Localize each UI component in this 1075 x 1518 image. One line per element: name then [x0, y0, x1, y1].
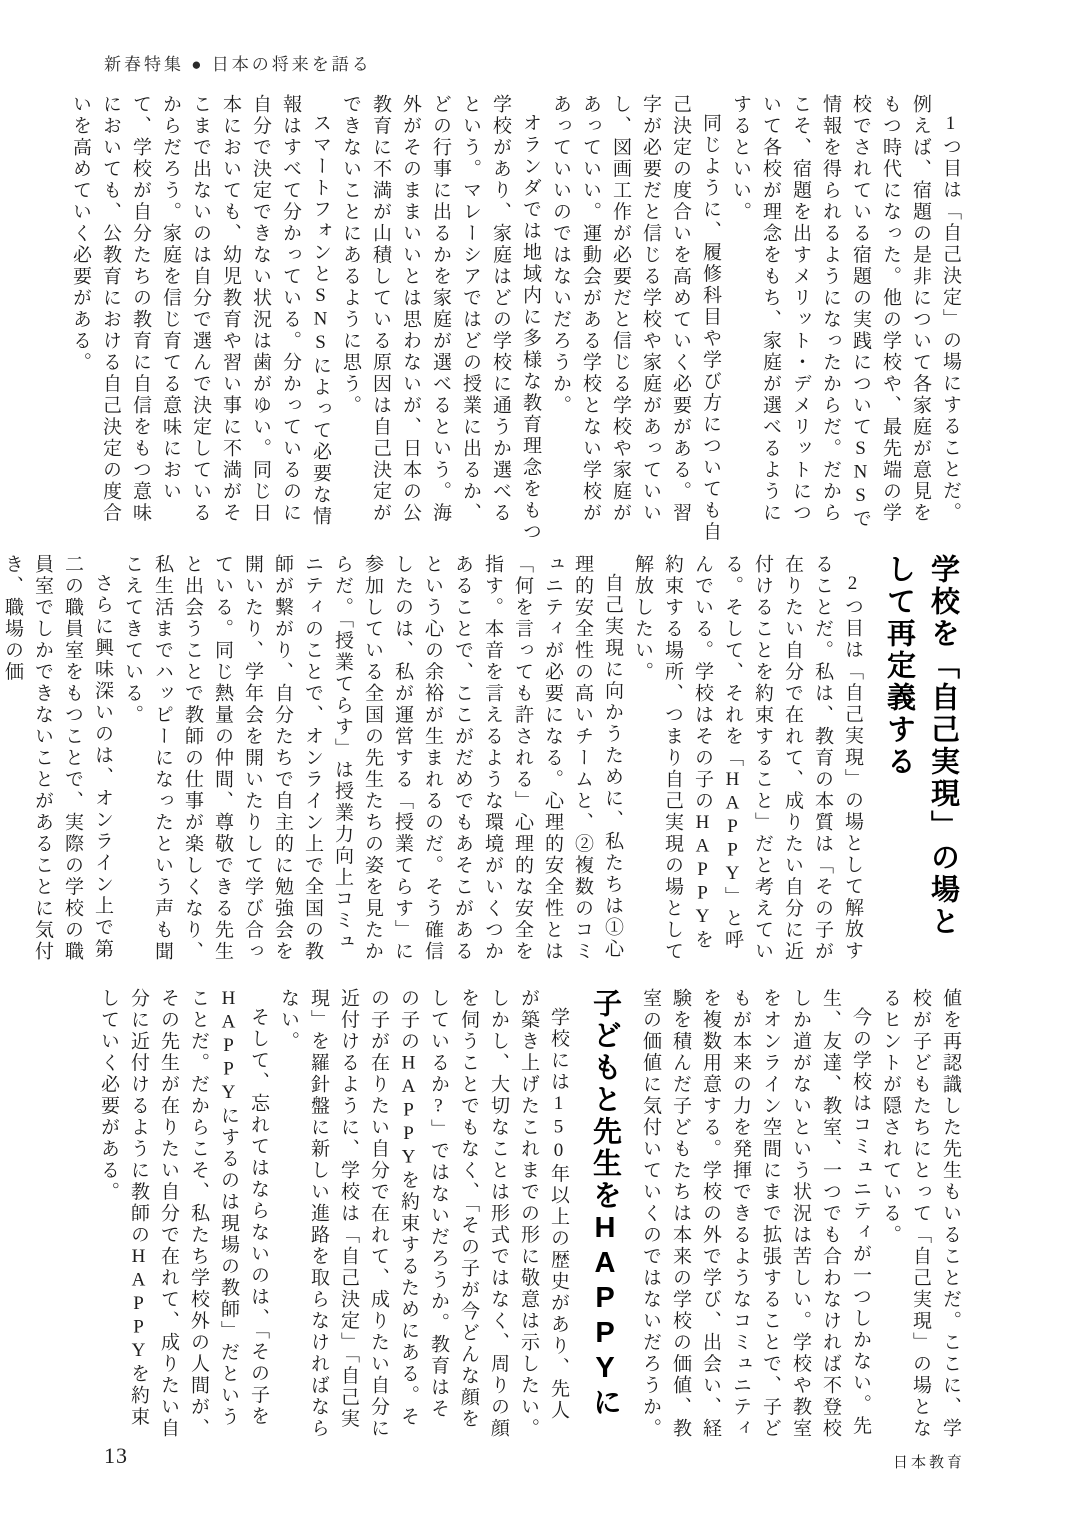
- page-number: 13: [104, 1443, 128, 1468]
- paragraph: スマートフォンとSNSによって必要な情報はすべて分かっている。分かっているのに自分で決定できない状況は歯がゆい。同じ日本においても、幼児教育や習い事に不満がそこまで出ないのは自分で選んで決定しているからだろう。家庭を信じ育てる意味において、学校が自分たちの教育に自信をもつ意味においても、公教育における自己決定の度合いを高めていく必要がある。: [70, 94, 331, 528]
- section-heading-happy: 子どもと先生をHAPPYに: [589, 988, 621, 1419]
- paragraph: そして、忘れてはならないのは、「その子をHAPPYにするのは現場の教師」だということだ。だからこそ、私たち学校外の人間が、その先生が在りたい自分で在れて、成りたい自分に近付けるように教師のHAPPYを約束していく必要がある。: [98, 988, 269, 1440]
- paragraph: 1つ目は「自己決定」の場にすることだ。例えば、宿題の是非について各家庭が意見をもつ時代になった。他の学校や、最先端の学校でされている宿題の実践についてSNSで情報を得られるようになったからだ。だからこそ、宿題を出すメリット・デメリットについて各校が理念をもち、家庭が選べるようにするといい。: [730, 94, 961, 530]
- paragraph: 自己実現に向かうために、私たちは①心理的安全性の高いチームと、②複数のコミュニティが必要になる。心理的安全性とは「何を言っても許される」心理的な安全を指す。本音を言えるような環境がいくつかあることで、ここがだめでもあそこがあるという心の余裕が生まれるのだ。そう確信したのは、私が運営する「授業てらす」に参加している全国の先生たちの姿を見たからだ。「授業てらす」は授業力向上コミュニティのことで、オンライン上で全国の教師が繋がり、自分たちで自主的に勉強会を開いたり、学年会を開いたりして学び合っている。同じ熱量の仲間、尊敬できる先生と出会うことで教師の仕事が楽しくなり、私生活までハッピーになったという声も聞こえてきている。: [122, 554, 623, 963]
- journal-name: 日本教育: [892, 1455, 965, 1471]
- section-heading-redefine-school: 学校を「自己実現」の場として再定義する: [883, 554, 959, 938]
- paragraph: 値を再認識した先生もいることだ。ここに、学校が子どもたちにとって「自己実現」の場となるヒントが隠されている。: [880, 988, 961, 1440]
- paragraph: 今の学校はコミュニティが一つしかない。先生、友達、教室、一つでも合わなければ不登校しか道がないという状況は苦しい。学校や教室をオンライン空間にまで拡張することで、子どもが本来の力を発揮できるようなコミュニティを複数用意する。学校の外で学び、出会い、経験を積んだ子どもたちは本来の学校の価値、教室の価値に気付いていくのではないだろうか。: [640, 988, 871, 1440]
- article-block-3: [98, 988, 965, 1440]
- paragraph: 同じように、履修科目や学び方についても自己決定の度合いを高めていく必要がある。習字が必要だと信じる学校や家庭があっていいし、図画工作が必要だと信じる学校や家庭があっていい。運動会がある学校とない学校があっていいのではないだろうか。: [550, 94, 721, 543]
- paragraph: オランダでは地域内に多様な教育理念をもつ学校があり、家庭はどの学校に通うか選べるという。マレーシアではどの授業に出るか、どの行事に出るかを家庭が選べるという。海外がそのままいいとは思わないが、日本の公教育に不満が山積している原因は自己決定ができないことにあるように思う。: [340, 94, 541, 543]
- article-block-1: [70, 94, 965, 544]
- paragraph: 2つ目は「自己実現」の場として解放することだ。私は、教育の本質は「その子が在りたい自分で在れて、成りたい自分に近付けることを約束すること」だと考えている。そして、それを「HAPPY」と呼んでいる。学校はその子のHAPPYを約束する場所、つまり自己実現の場として解放したい。: [632, 554, 863, 963]
- paragraph: 学校には150年以上の歴史があり、先人が築き上げたこれまでの形に敬意は示したい。しかし、大切なことは形式ではなく、周りの顔を伺うことでもなく、「その子が今どんな顔をしているか?」ではないだろうか。教育はその子のHAPPYを約束するためにある。その子が在りたい自分で在れて、成りたい自分に近付けるように、学校は「自己決定」「自己実現」を羅針盤に新しい進路を取らなければならない。: [278, 988, 569, 1440]
- article-block-2: [2, 554, 965, 968]
- running-head: 新春特集 ● 日本の将来を語る: [104, 55, 372, 74]
- paragraph: さらに興味深いのは、オンライン上で第二の職員室をもつことで、実際の学校の職員室でしかできないことがあることに気付き、職場の価: [2, 554, 113, 963]
